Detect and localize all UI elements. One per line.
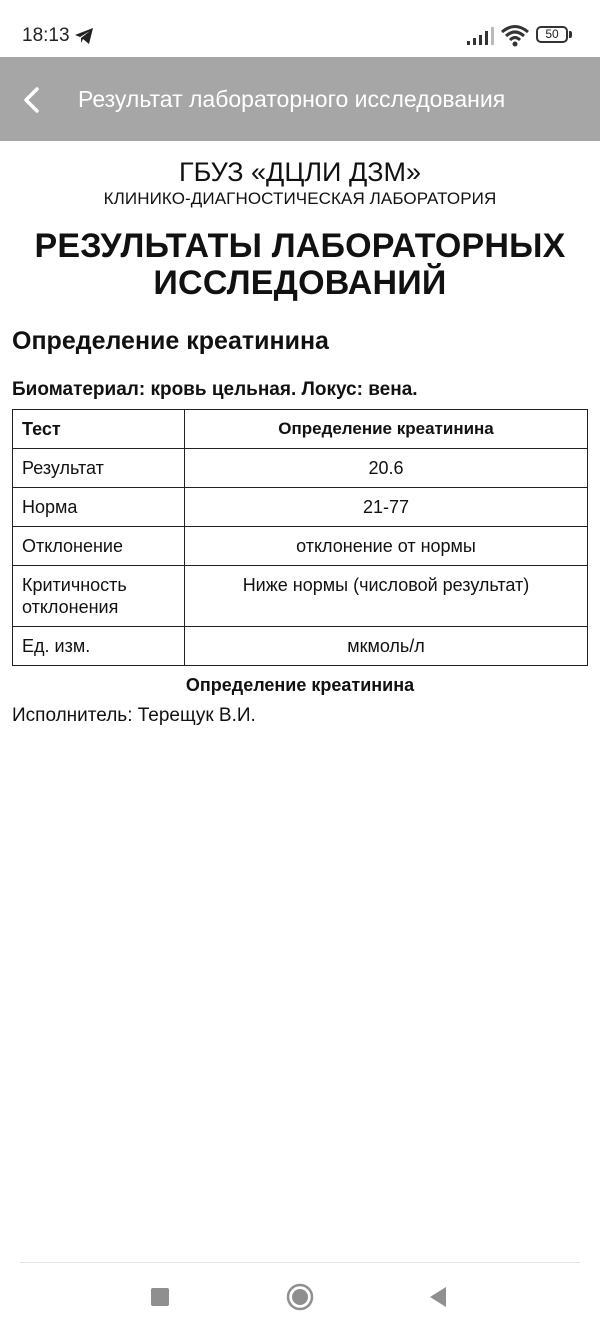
status-time: 18:13: [22, 25, 70, 46]
battery-icon: [536, 26, 568, 43]
back-nav-button[interactable]: [428, 1286, 448, 1308]
signal-icon: [466, 26, 494, 46]
org-name: ГБУЗ «ДЦЛИ ДЗМ»: [178, 157, 422, 187]
row-value: Ниже нормы (числовой результат): [185, 566, 588, 627]
report-title: РЕЗУЛЬТАТЫ ЛАБОРАТОРНЫХ ИССЛЕДОВАНИЙ: [34, 227, 566, 302]
footer-test-title: Определение креатинина: [185, 675, 415, 695]
telegram-icon: [74, 27, 94, 45]
row-label: Результат: [13, 449, 185, 488]
app-bar: [0, 57, 600, 141]
row-value: отклонение от нормы: [185, 527, 588, 566]
nav-divider: [20, 1262, 580, 1263]
biomaterial-info: Биоматериал: кровь цельная. Локус: вена.: [12, 379, 418, 400]
table-row: [13, 566, 588, 627]
table-header-test: Тест: [13, 410, 185, 449]
report-content: [12, 141, 588, 728]
chevron-left-icon: [22, 87, 42, 113]
row-value: мкмоль/л: [185, 627, 588, 666]
battery-level: 50: [545, 27, 559, 41]
row-label: Критичность отклонения: [13, 566, 185, 627]
performer: Исполнитель: Терещук В.И.: [12, 705, 256, 726]
app-title: Результат лабораторного исследования: [78, 86, 506, 112]
table-row: [13, 449, 588, 488]
table-row: [13, 627, 588, 666]
results-table: [12, 409, 588, 666]
table-header-row: [13, 410, 588, 449]
row-value: 20.6: [185, 449, 588, 488]
status-bar: [0, 0, 600, 57]
home-button[interactable]: [286, 1283, 314, 1311]
row-label: Отклонение: [13, 527, 185, 566]
org-subtitle: КЛИНИКО-ДИАГНОСТИЧЕСКАЯ ЛАБОРАТОРИЯ: [103, 189, 497, 208]
table-header-value: Определение креатинина: [185, 410, 588, 449]
row-label: Ед. изм.: [13, 627, 185, 666]
wifi-icon: [500, 24, 530, 48]
table-row: [13, 488, 588, 527]
section-title: Определение креатинина: [12, 327, 329, 355]
row-value: 21-77: [185, 488, 588, 527]
row-label: Норма: [13, 488, 185, 527]
back-button[interactable]: [12, 77, 52, 121]
battery-tip: [569, 31, 572, 38]
recent-apps-button[interactable]: [151, 1288, 169, 1306]
table-row: [13, 527, 588, 566]
